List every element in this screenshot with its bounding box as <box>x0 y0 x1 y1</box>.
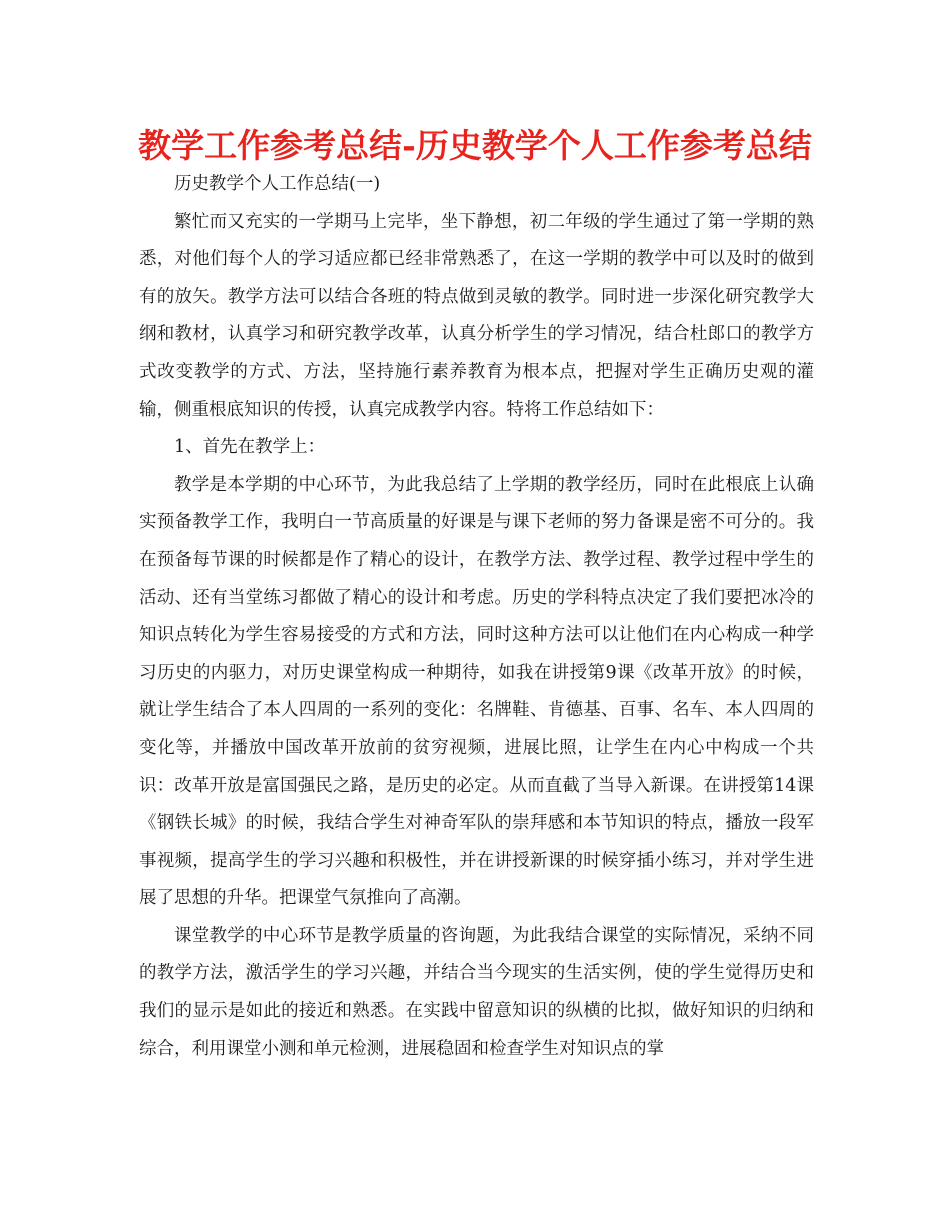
document-title: 教学工作参考总结-历史教学个人工作参考总结 <box>138 126 812 165</box>
list-heading-teaching: 1、首先在教学上： <box>174 437 326 458</box>
paragraph-intro: 繁忙而又充实的一学期马上完毕，坐下静想，初二年级的学生通过了第一学期的熟悉，对他们每个人的学习适应都已经非常熟悉了，在这一学期的教学中可以及时的做到有的放矢。教学方法可以结合各班的特点做到灵敏的教学。同时进一步深化研究教学大纲和教材，认真学习和研究教学改革，认真分析学生的学习情况，结合杜郎口的教学方式改变教学的方式、方法，坚持施行素养教育为根本点，把握对学生正确历史观的灌输，侧重根底知识的传授，认真完成教学内容。特将工作总结如下： <box>139 211 814 420</box>
paragraph-classroom: 课堂教学的中心环节是教学质量的咨询题，为此我结合课堂的实际情况，采纳不同的教学方法，激活学生的学习兴趣，并结合当今现实的生活实例，使的学生觉得历史和我们的显示是如此的接近和熟悉。在实践中留意知识的纵横的比拟，做好知识的归纳和综合，利用课堂小测和单元检测，进展稳固和检查学生对知识点的掌 <box>139 925 814 1059</box>
paragraph-teaching: 教学是本学期的中心环节，为此我总结了上学期的教学经历，同时在此根底上认确实预备教学工作，我明白一节高质量的好课是与课下老师的努力备课是密不可分的。我在预备每节课的时候都是作了精心的设计，在教学方法、教学过程、教学过程中学生的活动、还有当堂练习都做了精心的设计和考虑。历史的学科特点决定了我们要把冰冷的知识点转化为学生容易接受的方式和方法，同时这种方法可以让他们在内心构成一种学习历史的内驱力，对历史课堂构成一种期待，如我在讲授第9课《改革开放》的时候，就让学生结合了本人四周的一系列的变化：名牌鞋、肯德基、百事、名车、本人四周的变化等，并播放中国改革开放前的贫穷视频，进展比照，让学生在内心中构成一个共识：改革开放是富国强民之路，是历史的必定。从而直截了当导入新课。在讲授第14课《钢铁长城》的时候，我结合学生对神奇军队的崇拜感和本节知识的特点，播放一段军事视频，提高学生的学习兴趣和积极性，并在讲授新课的时候穿插小练习，并对学生进展了思想的升华。把课堂气氛推向了高潮。 <box>139 474 814 909</box>
document-body <box>139 166 814 1068</box>
section-heading-1: 历史教学个人工作总结(一) <box>174 174 381 194</box>
